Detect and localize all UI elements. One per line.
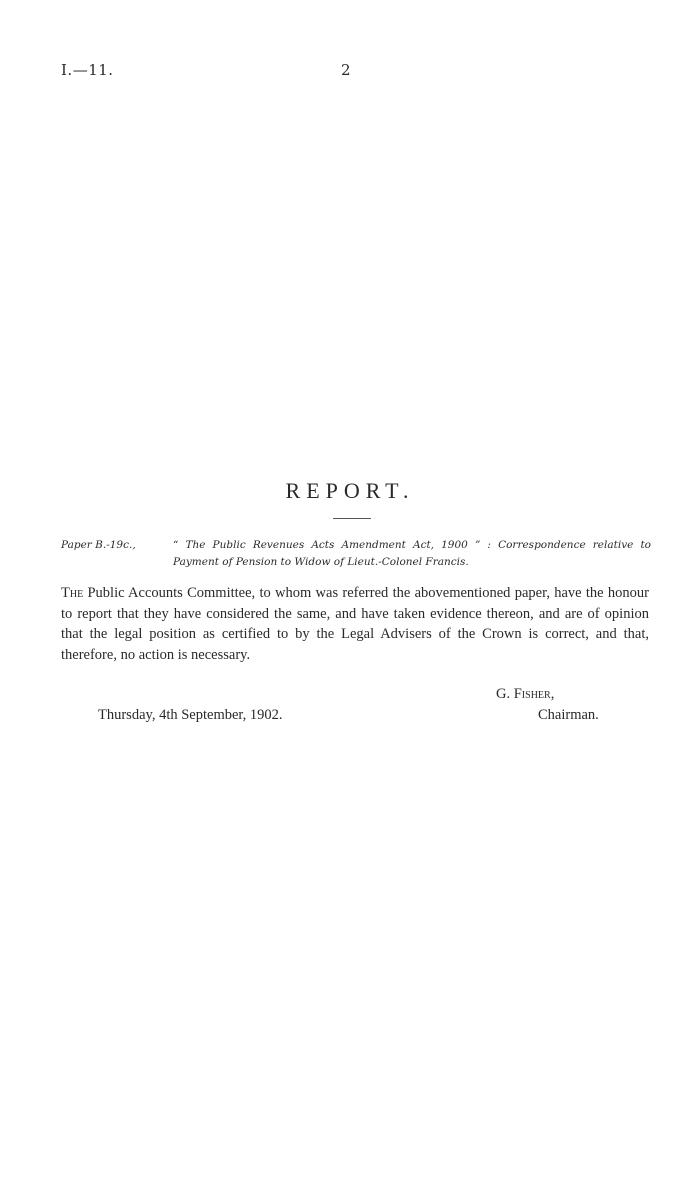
signature-surname: Fisher [513, 686, 551, 702]
title-divider [333, 518, 371, 519]
page-number: 2 [341, 61, 351, 79]
report-title: REPORT. [285, 478, 415, 503]
paper-reference-label: Paper B.-19c., [61, 539, 136, 551]
report-body [61, 583, 649, 665]
signature-suffix: , [550, 686, 555, 702]
report-body-text: Public Accounts Committee, to whom was referred the abovementioned paper, have the honour to report that they have considered the same, and have taken evidence thereon, and are of opinion that the legal position as certified to by the Legal Advisers of the Crown is correct, and that, therefore, no action is necessary. [61, 585, 649, 663]
report-date: Thursday, 4th September, 1902. [98, 707, 283, 723]
document-reference: I.—11. [61, 61, 114, 79]
paper-reference-description: “ The Public Revenues Acts Amendment Act, 1900 ” : Correspondence relative to Payment of Pension to Widow of Lieut.-Colonel Francis. [173, 539, 651, 568]
signature-initial: G. [496, 686, 514, 702]
signature-name [496, 686, 554, 703]
report-body-lead: The [61, 585, 84, 601]
signature-role: Chairman. [538, 707, 599, 723]
